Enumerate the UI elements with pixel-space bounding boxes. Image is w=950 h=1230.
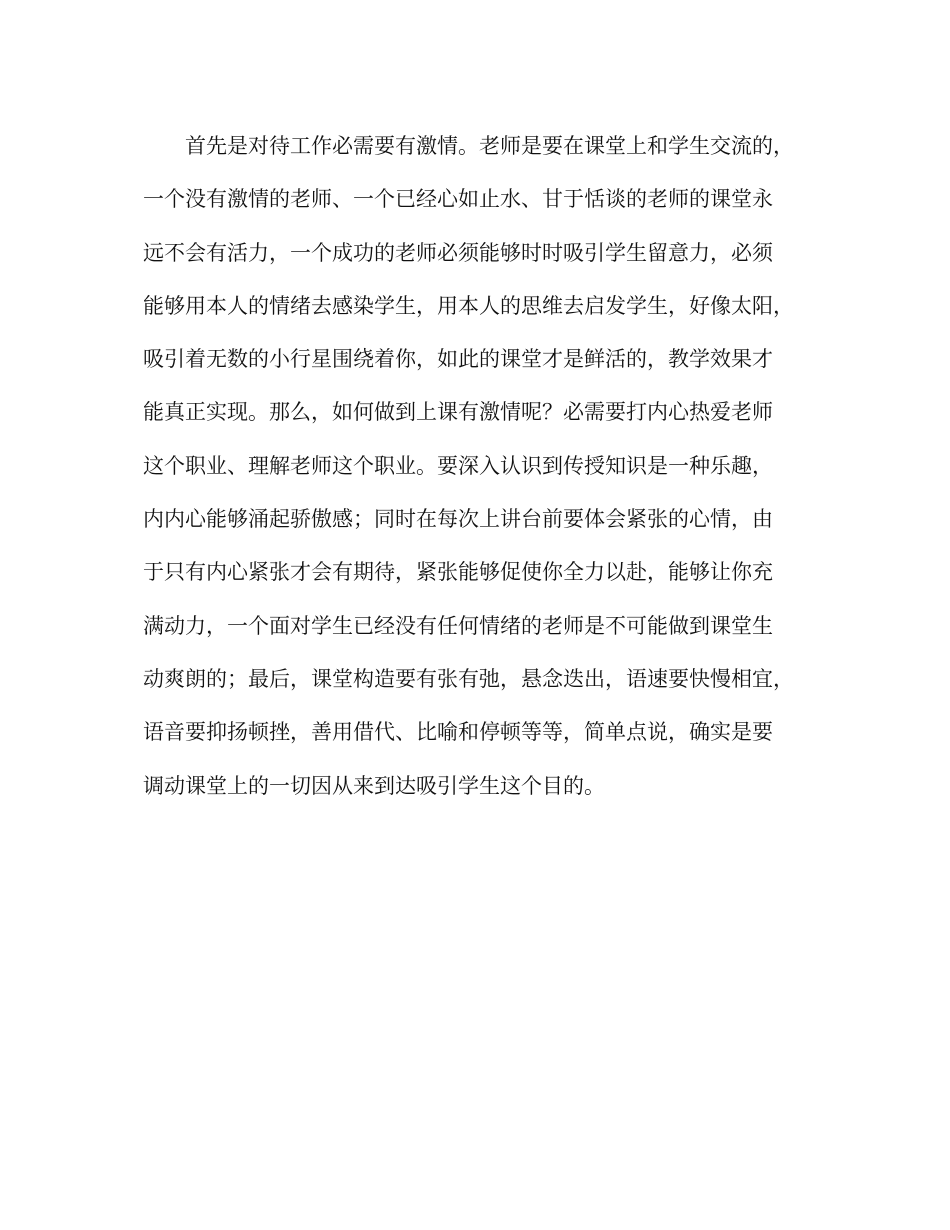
paragraph-line: 能真正实现。那么，如何做到上课有激情呢？必需要打内心热爱老师 (143, 400, 773, 425)
paragraph-line: 远不会有活力，一个成功的老师必须能够时时吸引学生留意力，必须 (143, 240, 773, 265)
paragraph-line: 满动力，一个面对学生已经没有任何情绪的老师是不可能做到课堂生 (143, 613, 773, 638)
paragraph-line: 一个没有激情的老师、一个已经心如止水、甘于恬谈的老师的课堂永 (143, 187, 773, 212)
paragraph-line: 首先是对待工作必需要有激情。老师是要在课堂上和学生交流的， (143, 134, 794, 158)
paragraph-line: 于只有内心紧张才会有期待，紧张能够促使你全力以赴，能够让你充 (143, 560, 773, 585)
paragraph-line: 能够用本人的情绪去感染学生，用本人的思维去启发学生，好像太阳， (143, 293, 794, 318)
paragraph-line: 动爽朗的；最后，课堂构造要有张有弛，悬念迭出，语速要快慢相宜， (143, 666, 794, 691)
paragraph-line: 语音要抑扬顿挫，善用借代、比喻和停顿等等，简单点说，确实是要 (143, 720, 773, 745)
paragraph-line: 内内心能够涌起骄傲感；同时在每次上讲台前要体会紧张的心情，由 (143, 507, 773, 532)
paragraph-line: 这个职业、理解老师这个职业。要深入认识到传授知识是一种乐趣， (143, 453, 773, 478)
paragraph (143, 124, 823, 817)
paragraph-line: 调动课堂上的一切因从来到达吸引学生这个目的。 (143, 773, 605, 798)
paragraph-line: 吸引着无数的小行星围绕着你，如此的课堂才是鲜活的，教学效果才 (143, 347, 773, 372)
